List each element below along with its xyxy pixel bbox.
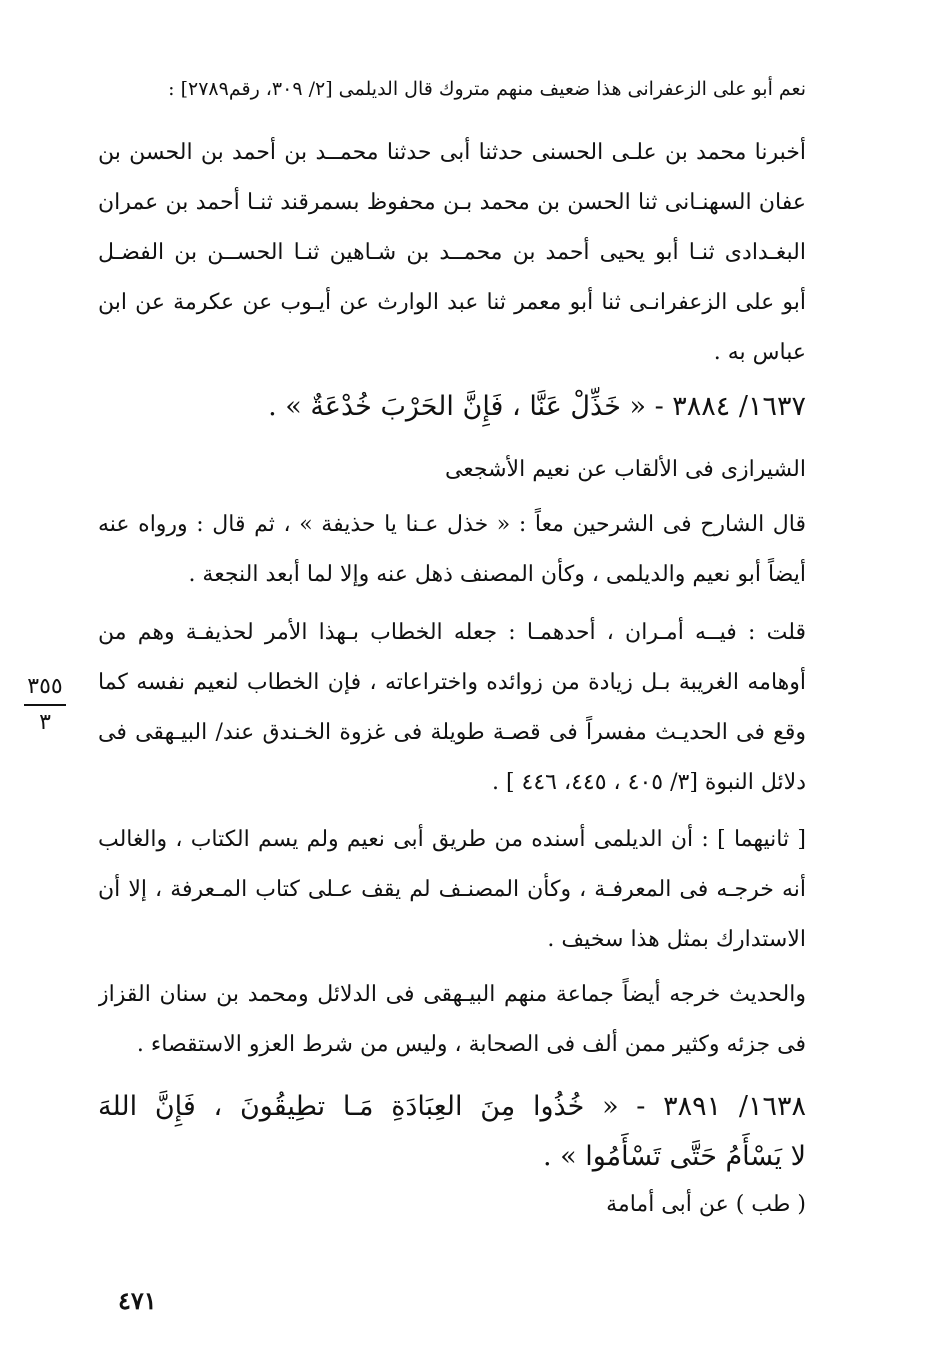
hadith-1638	[98, 1082, 806, 1182]
hadith-text-line: والحديث خرجه أيضاً جماعة منهم البيـهقى فى الدلائل ومحمد بن سنان القزاز	[98, 982, 806, 1007]
hadith-text-line: فى جزئه وكثير ممن ألف فى الصحابة ، وليس من شرط العزو الاستقصاء .	[136, 1032, 806, 1057]
isnad-line: عفان السهنـانى ثنا الحسن بن محمد بـن محفوظ بسمرقند ثنـا أحمد بن عمران	[98, 190, 806, 215]
side-reference-bottom: ٣	[39, 710, 51, 735]
isnad-paragraph	[98, 128, 806, 378]
thanihima-paragraph	[98, 815, 806, 965]
thanihima-line: الاستدارك بمثل هذا سخيف .	[547, 927, 806, 952]
qultu-line: قلت : فيــه أمـران ، أحدهمـا : جعله الخطاب بـهذا الأمر لحذيفـة وهم من	[98, 620, 806, 645]
source-1637-text: الشيرازى فى الألقاب عن نعيم الأشجعى	[444, 457, 806, 482]
qultu-line: دلائل النبوة [٣/ ٤٠٥ ، ٤٤٥، ٤٤٦ ] .	[491, 770, 806, 795]
thanihima-line: [ ثانيهما ] : أن الديلمى أسنده من طريق أبى نعيم ولم يسم الكتاب ، والغالب	[98, 827, 806, 852]
hadith-1638-line: ١٦٣٨/ ٣٨٩١ - « خُذُوا مِنَ العِبَادَةِ مَـا تطِيقُونَ ، فَإِنَّ اللهَ	[98, 1091, 806, 1122]
thanihima-line: أنه خرجـه فى المعرفـة ، وكأن المصنـف لم يقف عـلى كتاب المـعرفة ، إلا أن	[98, 877, 806, 902]
source-1637	[98, 445, 806, 495]
qultu-line: وقع فى الحديـث مفسراً فى قصـة طويلة فى غزوة الخـندق عند/ البيـهقى فى	[98, 720, 806, 745]
source-1638-text: ( طب ) عن أبى أمامة	[606, 1192, 806, 1217]
side-reference-top: ٣٥٥	[27, 674, 63, 699]
qultu-paragraph	[98, 608, 806, 808]
sharih-paragraph	[98, 500, 806, 600]
isnad-line: أخبرنا محمد بن علـى الحسنى حدثنا أبى حدثنا محمــد بن أحمد بن الحسن بن	[98, 140, 806, 165]
side-page-reference	[20, 672, 70, 738]
isnad-line: أبو على الزعفرانـى ثنا أبو معمر ثنا عبد الوارث عن أيـوب عن عكرمة عن ابن	[98, 290, 806, 315]
isnad-line: البغـدادى ثنـا أبو يحيى أحمد بن محمــد بن شـاهين ثنـا الحســن بن الفضـل	[98, 240, 806, 265]
hadith-1637-text: ١٦٣٧/ ٣٨٨٤ - « خَذِّلْ عَنَّا ، فَإِنَّ الحَرْبَ خُدْعَةٌ » .	[268, 391, 806, 422]
source-1638	[98, 1180, 806, 1230]
hadith-1638-line: لا يَسْأَمُ حَتَّى تَسْأَمُوا » .	[542, 1141, 806, 1172]
page-number: ٤٧١	[118, 1286, 157, 1315]
sharih-line: قال الشارح فى الشرحين معاً : « خذل عـنا يا حذيفة » ، ثم قال : ورواه عنه	[98, 512, 806, 537]
hadith-1637	[98, 383, 806, 431]
sharih-line: أيضاً أبو نعيم والديلمى ، وكأن المصنف ذهل عنه وإلا لما أبعد النجعة .	[188, 562, 806, 587]
qultu-line: أوهامه الغريبة بـل زيادة من زوائده واختراعاته ، فإن الخطاب لنعيم نفسه كما	[98, 670, 806, 695]
isnad-line: عباس به .	[713, 340, 806, 365]
hadith-text-paragraph	[98, 970, 806, 1070]
top-note-text: نعم أبو على الزعفرانى هذا ضعيف منهم متروك قال الديلمى [٢/ ٣٠٩، رقم٢٧٨٩] :	[168, 78, 806, 100]
top-note	[98, 74, 806, 104]
fraction-bar	[24, 704, 66, 706]
